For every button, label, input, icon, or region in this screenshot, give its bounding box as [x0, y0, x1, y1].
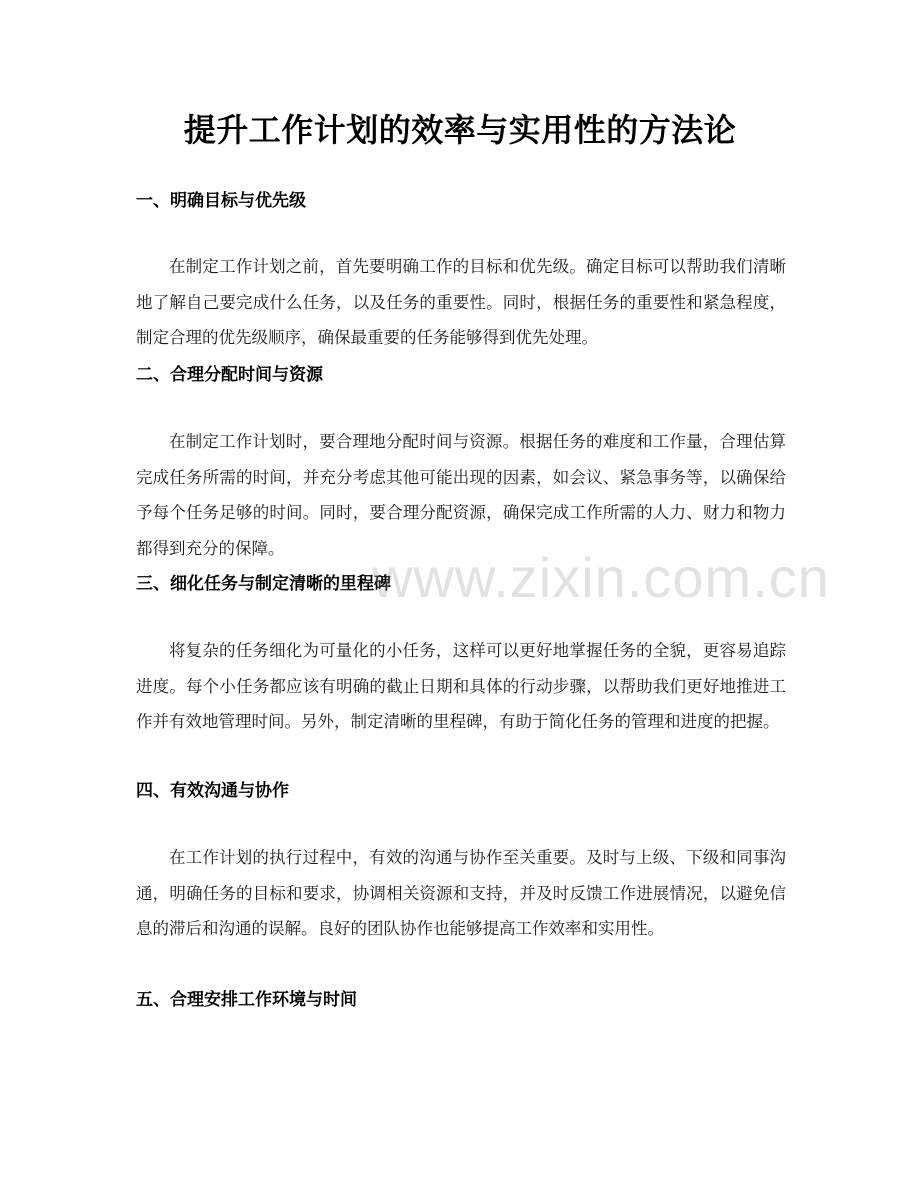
section-paragraph: 在制定工作计划时，要合理地分配时间与资源。根据任务的难度和工作量，合理估算完成任务所需的时间，并充分考虑其他可能出现的因素，如会议、紧急事务等，以确保给予每个任务足够的时间。同时，要合理分配资源，确保完成工作所需的人力、财力和物力都得到充分的保障。 — [136, 432, 786, 558]
section-heading: 二、合理分配时间与资源 — [136, 365, 323, 385]
section-1 — [136, 188, 786, 356]
section-heading: 一、明确目标与优先级 — [136, 191, 306, 211]
section-paragraph: 在工作计划的执行过程中，有效的沟通与协作至关重要。及时与上级、下级和同事沟通，明确任务的目标和要求，协调相关资源和支持，并及时反馈工作进展情况，以避免信息的滞后和沟通的误解。良好的团队协作也能够提高工作效率和实用性。 — [136, 848, 786, 939]
section-heading: 三、细化任务与制定清晰的里程碑 — [136, 574, 391, 594]
section-5 — [136, 987, 786, 1013]
section-3 — [136, 571, 786, 740]
section-4 — [136, 778, 786, 947]
section-2 — [136, 362, 786, 566]
section-heading: 四、有效沟通与协作 — [136, 781, 289, 801]
section-heading: 五、合理安排工作环境与时间 — [136, 990, 357, 1010]
section-paragraph: 将复杂的任务细化为可量化的小任务，这样可以更好地掌握任务的全貌，更容易追踪进度。每个小任务都应该有明确的截止日期和具体的行动步骤，以帮助我们更好地推进工作并有效地管理时间。另外，制定清晰的里程碑，有助于简化任务的管理和进度的把握。 — [136, 641, 786, 732]
watermark: www.zixin.com.cn — [372, 546, 830, 609]
section-paragraph: 在制定工作计划之前，首先要明确工作的目标和优先级。确定目标可以帮助我们清晰地了解自己要完成什么任务，以及任务的重要性。同时，根据任务的重要性和紧急程度，制定合理的优先级顺序，确保最重要的任务能够得到优先处理。 — [136, 257, 786, 348]
document-title: 提升工作计划的效率与实用性的方法论 — [183, 111, 737, 149]
